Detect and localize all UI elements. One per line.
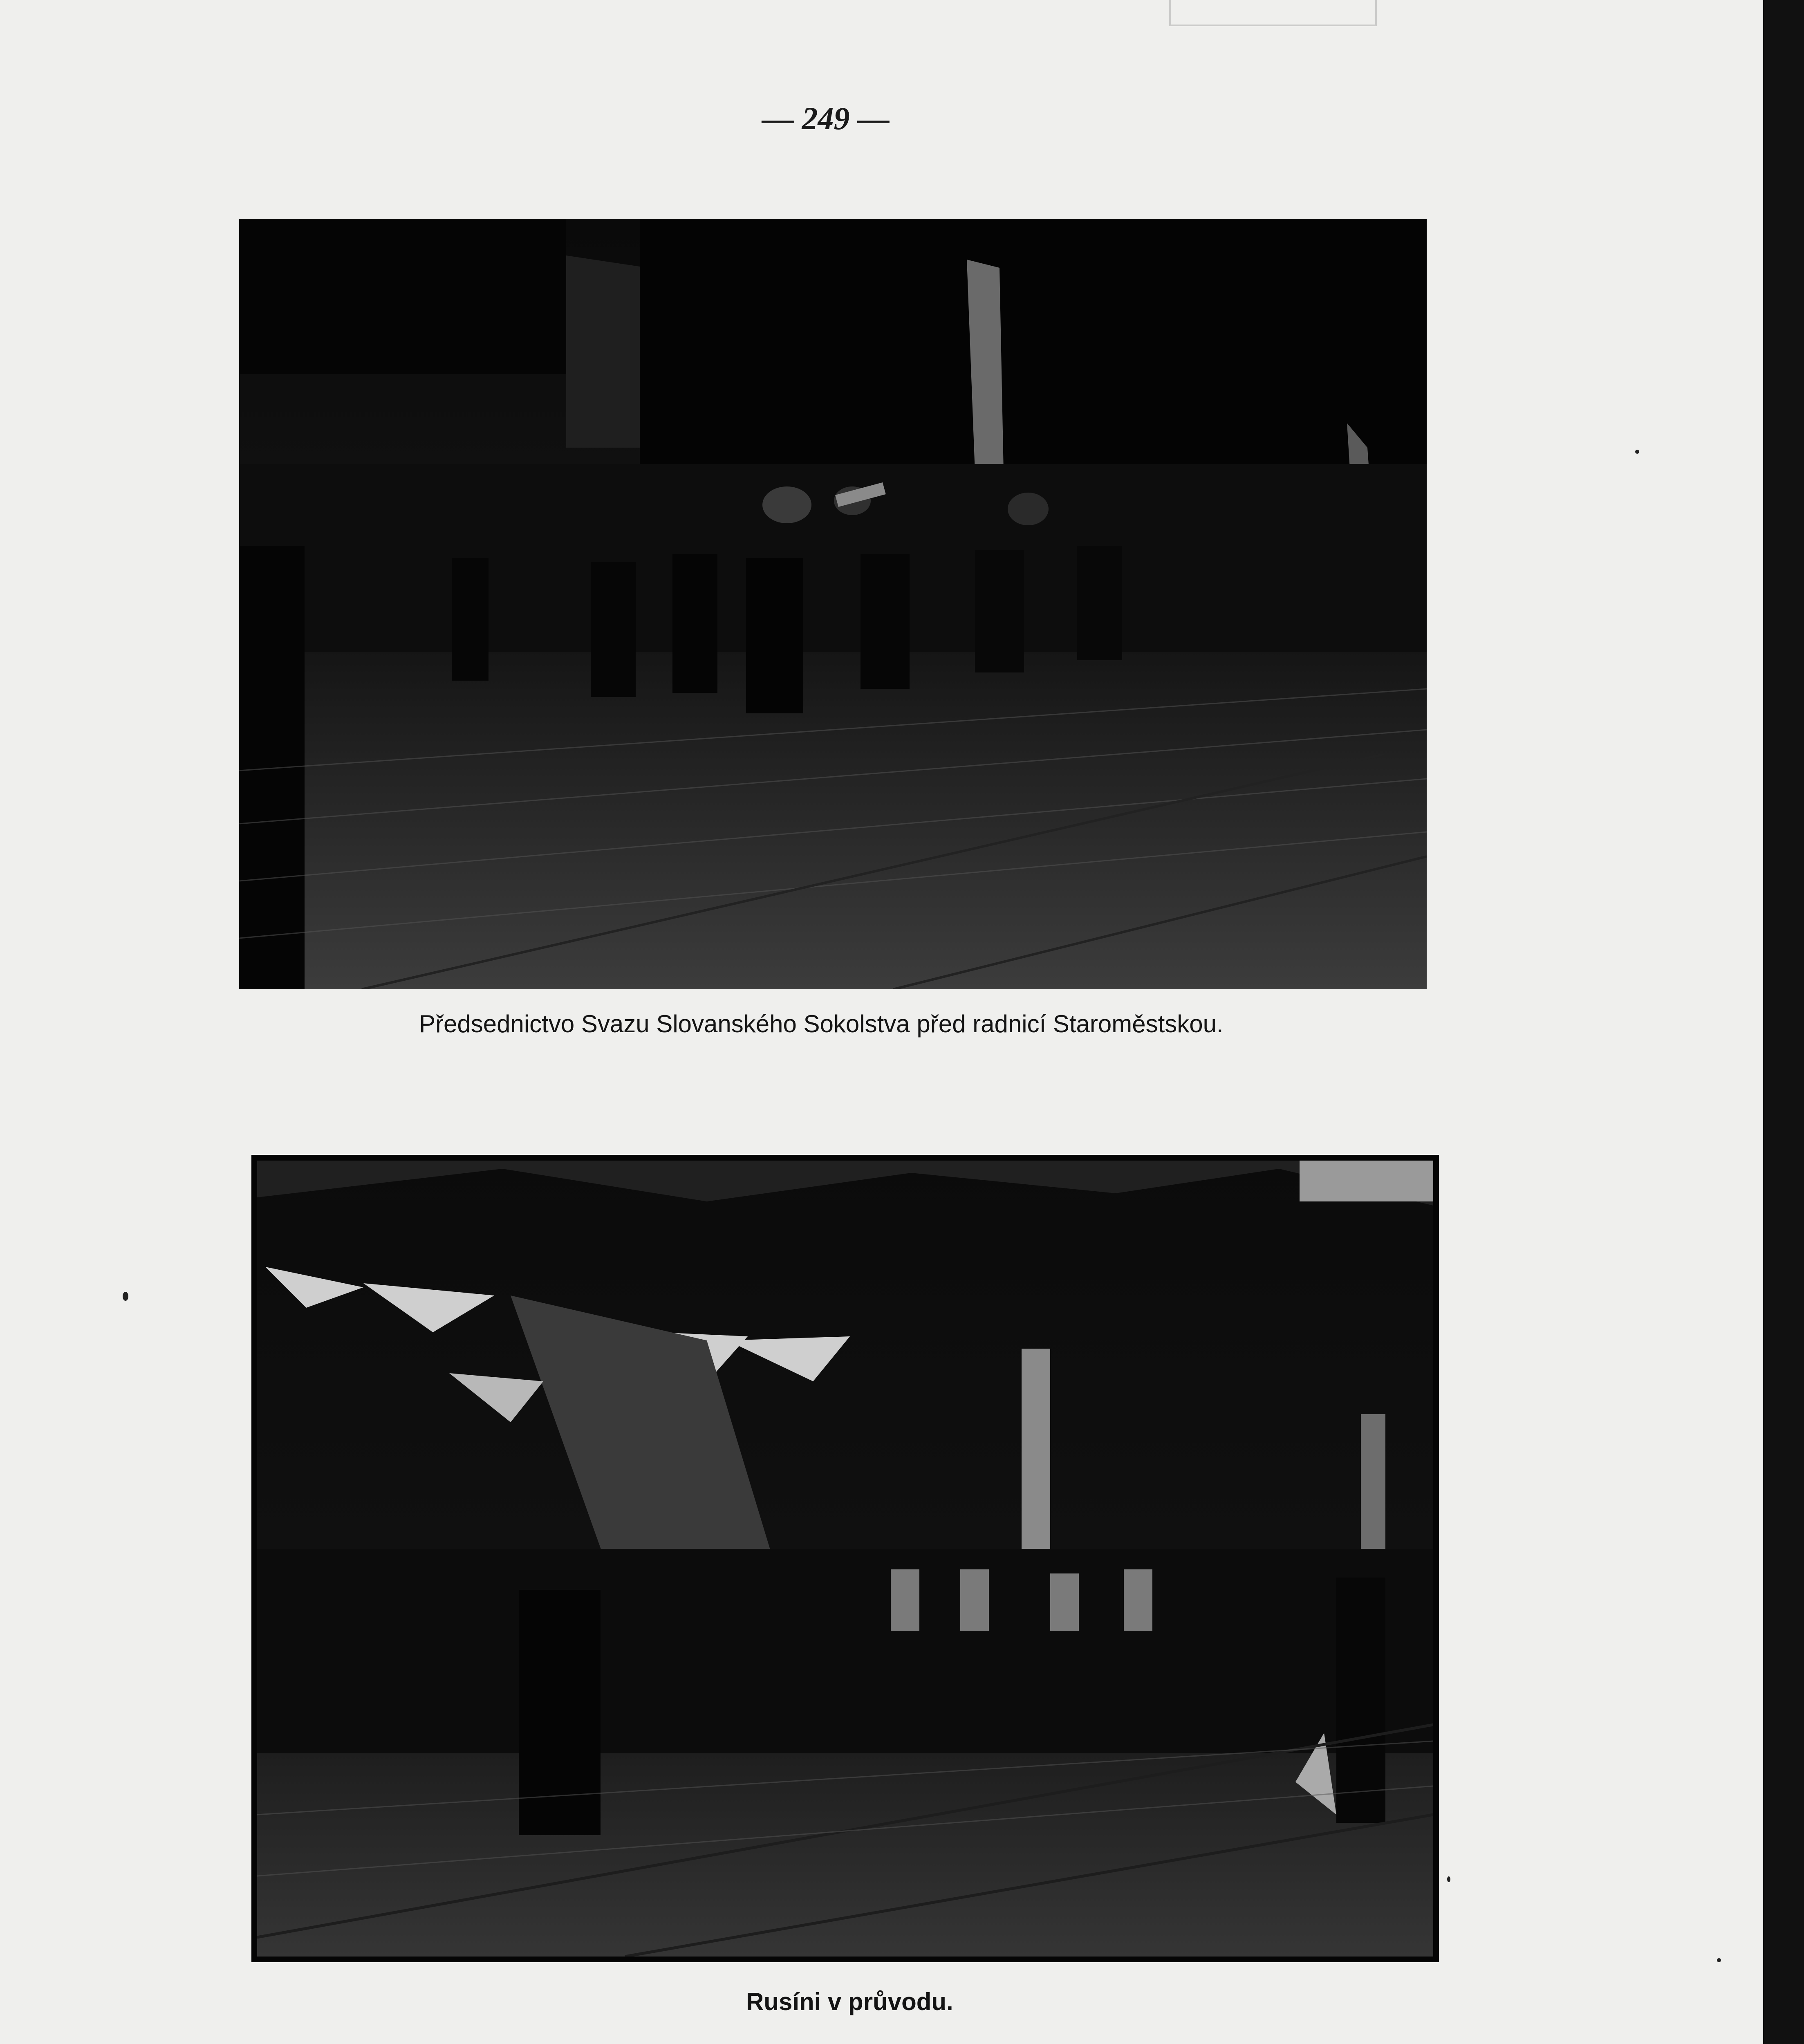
page-number: — 249 — bbox=[762, 101, 890, 136]
scan-speck bbox=[1717, 1958, 1721, 1962]
photo-rusyns-procession bbox=[251, 1155, 1439, 1962]
scan-speck bbox=[1447, 1876, 1450, 1882]
scan-speck bbox=[123, 1292, 128, 1301]
photo-caption-1: Předsednictvo Svazu Slovanského Sokolstva před radnicí Staroměstskou. bbox=[419, 1010, 1224, 1038]
scan-speck bbox=[1635, 450, 1639, 454]
photo-sokol-presidium-image bbox=[239, 219, 1427, 989]
photo-sokol-presidium bbox=[239, 219, 1427, 989]
photo-caption-2: Rusíni v průvodu. bbox=[746, 1988, 953, 2015]
photo-rusyns-procession-image bbox=[257, 1161, 1433, 1957]
scan-mark bbox=[1169, 0, 1377, 26]
scan-border bbox=[1763, 0, 1804, 2044]
